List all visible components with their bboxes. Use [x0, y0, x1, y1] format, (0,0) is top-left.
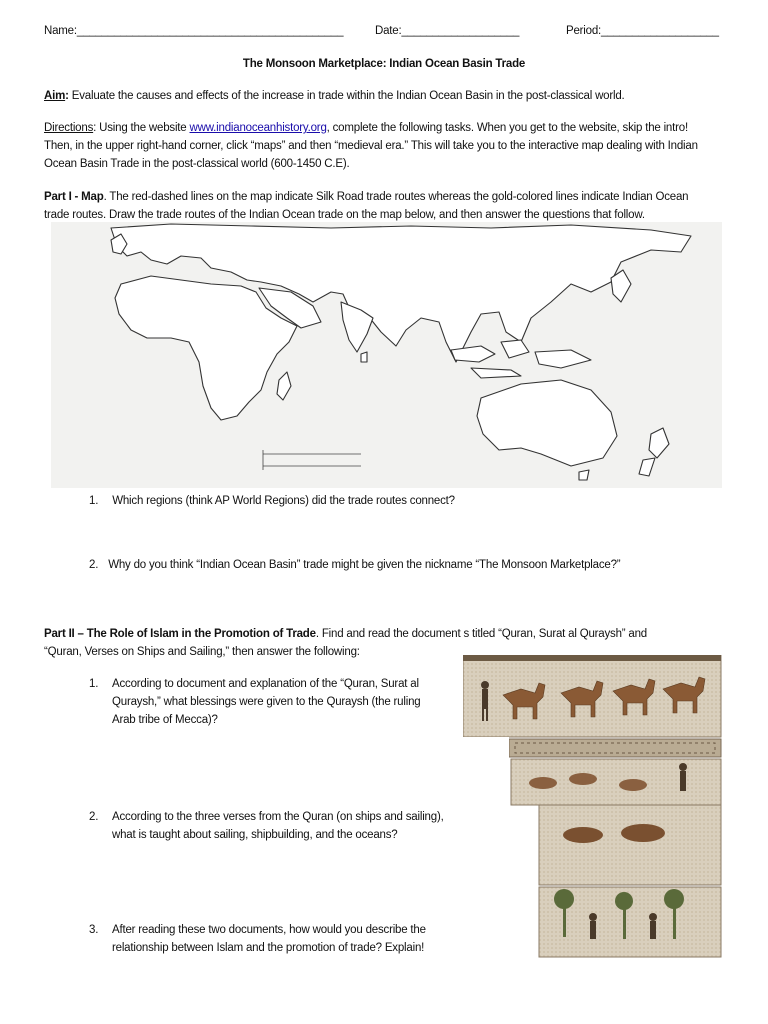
directions-label: Directions [44, 122, 94, 134]
part1-question-1: 1. Which regions (think AP World Regions) did the trade routes connect? [89, 495, 455, 507]
part2-question-1-line-3: Arab tribe of Mecca)? [112, 714, 218, 726]
aim-text: Evaluate the causes and effects of the increase in trade within the Indian Ocean Basin in the post-classical world. [71, 90, 625, 102]
directions-line-3: Ocean Basin Trade in the post-classical world (600-1450 C.E). [44, 158, 350, 170]
part2-question-3-line-1: After reading these two documents, how would you describe the [112, 924, 426, 936]
name-label: Name: [44, 25, 77, 37]
period-label: Period: [566, 25, 602, 37]
name-blank[interactable]: ___________________________________________ [76, 25, 344, 37]
part1-line-1: Part I - Map. The red-dashed lines on the map indicate Silk Road trade routes whereas the gold-colored lines indicate Indian Ocean [44, 191, 689, 203]
directions-line-1: Directions: Using the website www.indianoceanhistory.org, complete the following tasks. When you get to the website, skip the intro! [44, 122, 688, 134]
date-blank[interactable]: ___________________ [401, 25, 520, 37]
world-map-image[interactable] [51, 222, 722, 488]
world-map-outline [51, 222, 722, 488]
part2-question-1-line-1: According to document and explanation of the “Quran, Surat al [112, 678, 419, 690]
part1-label: Part I - Map [44, 191, 104, 203]
page-title: The Monsoon Marketplace: Indian Ocean Basin Trade [242, 58, 526, 70]
part2-question-2-num: 2. [89, 811, 99, 823]
name-field[interactable] [44, 22, 343, 40]
part2-line-1: Part II – The Role of Islam in the Promotion of Trade. Find and read the document s titled “Quran, Surat al Quraysh” and [44, 628, 647, 640]
part2-question-2-line-1: According to the three verses from the Quran (on ships and sailing), [112, 811, 444, 823]
directions-line-2: Then, in the upper right-hand corner, click “maps” and then “medieval era.” This will take you to the interactive map dealing with Indian [44, 140, 698, 152]
mosaic-image[interactable] [463, 655, 724, 960]
aim-label: Aim [44, 90, 66, 102]
part2-question-1-line-2: Quraysh,” what blessings were given to the Quraysh (the ruling [112, 696, 421, 708]
part2-question-2-line-2: what is taught about sailing, shipbuilding, and the oceans? [112, 829, 398, 841]
mosaic-picture [463, 655, 724, 960]
part1-question-2: 2. Why do you think “Indian Ocean Basin” trade might be given the nickname “The Monsoon Marketplace?” [89, 559, 621, 571]
period-field[interactable] [566, 22, 719, 40]
date-field[interactable] [375, 22, 519, 40]
website-link[interactable]: www.indianoceanhistory.org [189, 122, 327, 134]
part1-line-2: trade routes. Draw the trade routes of the Indian Ocean trade on the map below, and then answer the questions that follow. [44, 209, 645, 221]
part2-label: Part II – The Role of Islam in the Promotion of Trade [44, 628, 316, 640]
part2-question-1-num: 1. [89, 678, 99, 690]
aim-paragraph: Aim: Evaluate the causes and effects of the increase in trade within the Indian Ocean Basin in the post-classical world. [44, 90, 625, 102]
date-label: Date: [375, 25, 402, 37]
part2-line-2: “Quran, Verses on Ships and Sailing,” then answer the following: [44, 646, 360, 658]
period-blank[interactable]: ___________________ [601, 25, 719, 37]
part2-question-3-num: 3. [89, 924, 99, 936]
part2-question-3-line-2: relationship between Islam and the promotion of trade? Explain! [112, 942, 425, 954]
